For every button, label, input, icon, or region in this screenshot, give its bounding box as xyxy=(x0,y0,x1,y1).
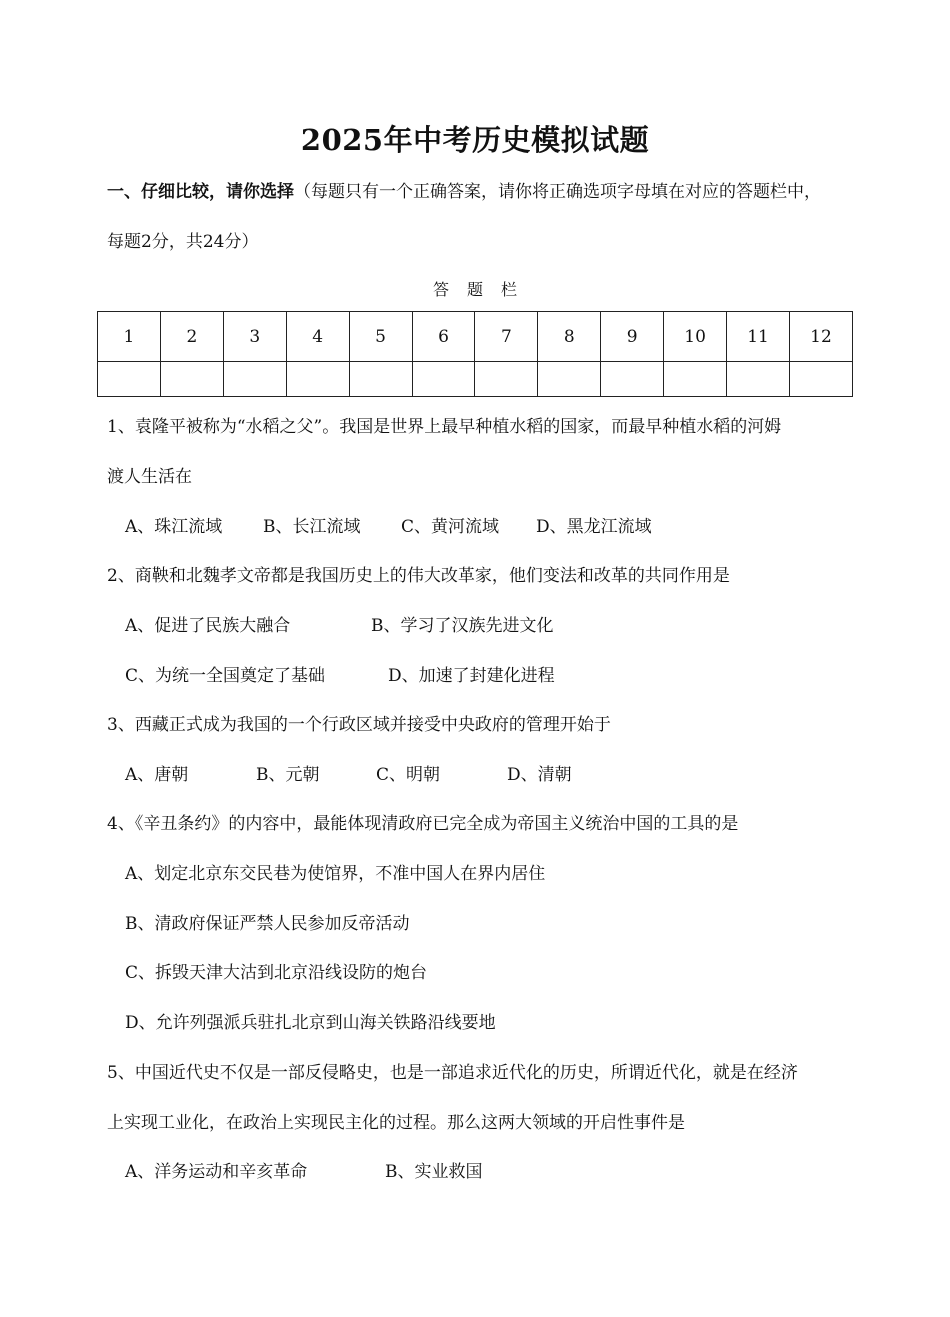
answer-cell[interactable] xyxy=(412,362,475,397)
answer-cell[interactable] xyxy=(98,362,161,397)
option-b: B、元朝 xyxy=(256,765,320,785)
answer-cell[interactable] xyxy=(160,362,223,397)
option-d: D、黑龙江流域 xyxy=(536,517,652,537)
option-b: B、学习了汉族先进文化 xyxy=(371,616,554,636)
caption-char: 答 xyxy=(432,280,449,299)
question-stem: 2、商鞅和北魏孝文帝都是我国历史上的伟大改革家，他们变法和改革的共同作用是 xyxy=(107,566,730,586)
question-number-cell: 6 xyxy=(412,312,475,362)
answer-cell[interactable] xyxy=(664,362,727,397)
answer-cell[interactable] xyxy=(789,362,852,397)
question-number-cell: 2 xyxy=(160,312,223,362)
answer-cell[interactable] xyxy=(727,362,790,397)
option-d: D、清朝 xyxy=(507,765,572,785)
section-instructions xyxy=(107,177,821,202)
question-stem: 渡人生活在 xyxy=(107,467,192,487)
option-d: D、加速了封建化进程 xyxy=(388,666,555,686)
option-a: A、促进了民族大融合 xyxy=(125,616,291,636)
question-stem: 上实现工业化，在政治上实现民主化的过程。那么这两大领域的开启性事件是 xyxy=(107,1113,685,1133)
answer-cell[interactable] xyxy=(538,362,601,397)
question-number-cell: 11 xyxy=(727,312,790,362)
question-number-cell: 3 xyxy=(223,312,286,362)
option-a: A、洋务运动和辛亥革命 xyxy=(125,1162,308,1182)
question-stem: 3、西藏正式成为我国的一个行政区域并接受中央政府的管理开始于 xyxy=(107,715,611,735)
option-c: C、为统一全国奠定了基础 xyxy=(125,666,326,686)
answer-table-input-row xyxy=(98,362,853,397)
option-b: B、实业救国 xyxy=(385,1162,483,1182)
answer-table-header-row xyxy=(98,312,853,362)
page-title: 2025年中考历史模拟试题 xyxy=(300,123,650,157)
answer-cell[interactable] xyxy=(601,362,664,397)
answer-cell[interactable] xyxy=(475,362,538,397)
question-number-cell: 4 xyxy=(286,312,349,362)
option-d: D、允许列强派兵驻扎北京到山海关铁路沿线要地 xyxy=(125,1013,496,1033)
question-number-cell: 12 xyxy=(789,312,852,362)
question-number-cell: 10 xyxy=(664,312,727,362)
caption-char: 栏 xyxy=(501,280,518,299)
option-c: C、拆毁天津大沽到北京沿线设防的炮台 xyxy=(125,963,428,983)
option-b: B、清政府保证严禁人民参加反帝活动 xyxy=(125,914,410,934)
question-stem: 5、中国近代史不仅是一部反侵略史，也是一部追求近代化的历史，所谓近代化，就是在经济 xyxy=(107,1063,798,1083)
option-c: C、明朝 xyxy=(376,765,441,785)
option-a: A、唐朝 xyxy=(125,765,189,785)
answer-cell[interactable] xyxy=(223,362,286,397)
section-instructions-continued: 每题2分，共24分） xyxy=(107,232,259,252)
answer-cell[interactable] xyxy=(286,362,349,397)
caption-char: 题 xyxy=(466,280,483,299)
answer-table-caption xyxy=(0,277,950,300)
question-number-cell: 1 xyxy=(98,312,161,362)
section-heading: 一、仔细比较，请你选择 xyxy=(107,182,294,202)
answer-cell[interactable] xyxy=(349,362,412,397)
question-number-cell: 5 xyxy=(349,312,412,362)
option-a: A、珠江流域 xyxy=(125,517,223,537)
option-b: B、长江流域 xyxy=(263,517,361,537)
question-number-cell: 9 xyxy=(601,312,664,362)
section-instructions-text: （每题只有一个正确答案，请你将正确选项字母填在对应的答题栏中， xyxy=(294,182,821,202)
question-stem: 1、袁隆平被称为“水稻之父”。我国是世界上最早种植水稻的国家，而最早种植水稻的河姆 xyxy=(107,417,782,437)
question-number-cell: 8 xyxy=(538,312,601,362)
option-c: C、黄河流域 xyxy=(401,517,500,537)
question-stem: 4、《辛丑条约》的内容中，最能体现清政府已完全成为帝国主义统治中国的工具的是 xyxy=(107,814,739,834)
answer-table xyxy=(97,311,853,397)
question-number-cell: 7 xyxy=(475,312,538,362)
option-a: A、划定北京东交民巷为使馆界，不准中国人在界内居住 xyxy=(125,864,546,884)
